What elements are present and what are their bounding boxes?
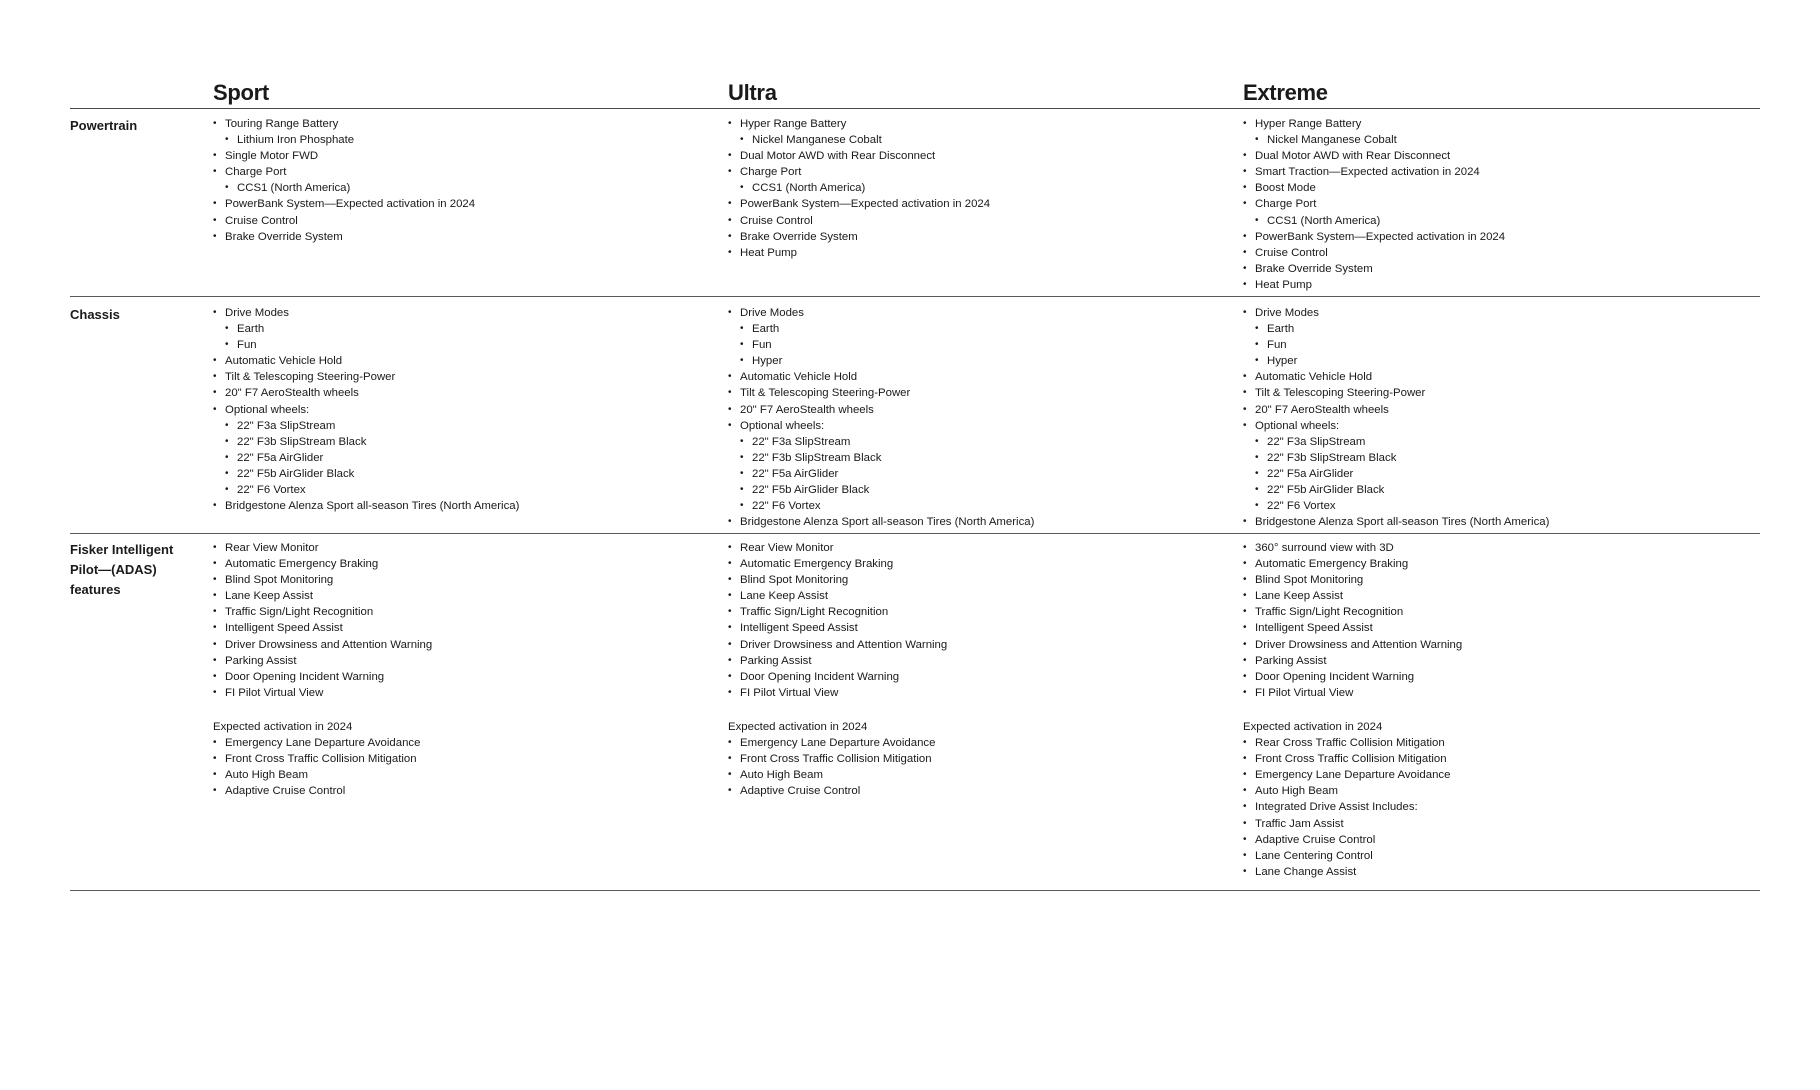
trim-title-ultra: Ultra	[728, 80, 777, 105]
feature-item: • Automatic Emergency Braking	[1243, 556, 1462, 572]
feature-item: • Parking Assist	[1243, 653, 1462, 669]
feature-item: • Heat Pump	[728, 245, 990, 261]
sub-feature-item: • CCS1 (North America)	[225, 180, 475, 196]
feature-list-ultra	[728, 305, 1034, 530]
sub-feature-item: • Nickel Manganese Cobalt	[740, 132, 990, 148]
spec-table	[70, 80, 1760, 891]
sub-feature-item: • 22" F6 Vortex	[740, 498, 1034, 514]
feature-item: • Hyper Range Battery	[1243, 116, 1505, 132]
feature-item: • Hyper Range Battery	[728, 116, 990, 132]
feature-item: • Automatic Vehicle Hold	[213, 353, 519, 369]
sub-feature-item: • Lithium Iron Phosphate	[225, 132, 475, 148]
sub-feature-item: • CCS1 (North America)	[1255, 213, 1505, 229]
feature-list-sport	[213, 540, 432, 799]
feature-item: • Integrated Drive Assist Includes:	[1243, 799, 1462, 815]
sub-feature-item: • 22" F6 Vortex	[1255, 498, 1549, 514]
feature-item: • Drive Modes	[1243, 305, 1549, 321]
section-label: Chassis	[70, 307, 120, 322]
feature-item: • Single Motor FWD	[213, 148, 475, 164]
feature-item: • Front Cross Traffic Collision Mitigation	[213, 751, 432, 767]
sub-feature-item: • 22" F3b SlipStream Black	[1255, 450, 1549, 466]
sub-feature-item: • 22" F3a SlipStream	[225, 418, 519, 434]
sub-feature-item: • 22" F5b AirGlider Black	[740, 482, 1034, 498]
feature-item: • Optional wheels:	[1243, 418, 1549, 434]
sub-feature-item: • 22" F5a AirGlider	[1255, 466, 1549, 482]
sub-feature-item: • Earth	[740, 321, 1034, 337]
feature-list-extreme	[1243, 540, 1462, 880]
feature-item: • Adaptive Cruise Control	[213, 783, 432, 799]
sub-feature-item: • 22" F3b SlipStream Black	[225, 434, 519, 450]
sub-feature-item: • 22" F5a AirGlider	[225, 450, 519, 466]
feature-item: • Cruise Control	[1243, 245, 1505, 261]
feature-item: • Parking Assist	[213, 653, 432, 669]
feature-item: • Parking Assist	[728, 653, 947, 669]
feature-item: • Tilt & Telescoping Steering-Power	[728, 385, 1034, 401]
feature-item: • Emergency Lane Departure Avoidance	[1243, 767, 1462, 783]
feature-item: • Traffic Jam Assist	[1243, 816, 1462, 832]
sub-feature-item: • 22" F3a SlipStream	[1255, 434, 1549, 450]
feature-item: • Drive Modes	[728, 305, 1034, 321]
sub-feature-item: • 22" F6 Vortex	[225, 482, 519, 498]
section-powertrain	[70, 109, 1760, 297]
sub-feature-item: • 22" F3b SlipStream Black	[740, 450, 1034, 466]
feature-item: • Automatic Vehicle Hold	[728, 369, 1034, 385]
feature-item: • Rear View Monitor	[213, 540, 432, 556]
feature-item: • Intelligent Speed Assist	[1243, 620, 1462, 636]
feature-item: • Drive Modes	[213, 305, 519, 321]
feature-item: • Door Opening Incident Warning	[213, 669, 432, 685]
feature-item: • Blind Spot Monitoring	[1243, 572, 1462, 588]
feature-item: • Auto High Beam	[728, 767, 947, 783]
list-spacer	[728, 701, 947, 719]
feature-item: • Optional wheels:	[213, 402, 519, 418]
feature-item: • Traffic Sign/Light Recognition	[213, 604, 432, 620]
feature-item: • 20" F7 AeroStealth wheels	[1243, 402, 1549, 418]
feature-list-extreme	[1243, 116, 1505, 293]
feature-item: • Brake Override System	[728, 229, 990, 245]
trim-header-row	[70, 80, 1760, 109]
section-adas	[70, 534, 1760, 891]
feature-item: • Bridgestone Alenza Sport all-season Tires (North America)	[1243, 514, 1549, 530]
sub-feature-item: • Earth	[225, 321, 519, 337]
feature-item: • Lane Change Assist	[1243, 864, 1462, 880]
feature-item: • Intelligent Speed Assist	[213, 620, 432, 636]
sub-feature-item: • 22" F3a SlipStream	[740, 434, 1034, 450]
feature-item: • PowerBank System—Expected activation in 2024	[213, 196, 475, 212]
feature-list-ultra	[728, 116, 990, 261]
section-label: Fisker Intelligent Pilot—(ADAS) features	[70, 542, 174, 597]
feature-item: • Tilt & Telescoping Steering-Power	[1243, 385, 1549, 401]
feature-item: • Brake Override System	[213, 229, 475, 245]
feature-item: • Driver Drowsiness and Attention Warning	[728, 637, 947, 653]
trim-title-extreme: Extreme	[1243, 80, 1328, 105]
feature-item: • Dual Motor AWD with Rear Disconnect	[1243, 148, 1505, 164]
feature-item: • Blind Spot Monitoring	[213, 572, 432, 588]
feature-item: • Boost Mode	[1243, 180, 1505, 196]
feature-item: • FI Pilot Virtual View	[728, 685, 947, 701]
feature-item: • Traffic Sign/Light Recognition	[728, 604, 947, 620]
feature-item: • Auto High Beam	[1243, 783, 1462, 799]
sub-feature-item: • CCS1 (North America)	[740, 180, 990, 196]
sub-feature-item: • 22" F5b AirGlider Black	[1255, 482, 1549, 498]
feature-item: • Lane Keep Assist	[728, 588, 947, 604]
feature-item: • Adaptive Cruise Control	[1243, 832, 1462, 848]
feature-item: • Brake Override System	[1243, 261, 1505, 277]
activation-note: Expected activation in 2024	[1243, 720, 1383, 733]
feature-item: • Lane Centering Control	[1243, 848, 1462, 864]
feature-item: • Rear Cross Traffic Collision Mitigation	[1243, 735, 1462, 751]
feature-item: • Automatic Emergency Braking	[728, 556, 947, 572]
feature-item: • Optional wheels:	[728, 418, 1034, 434]
feature-item: • Driver Drowsiness and Attention Warning	[213, 637, 432, 653]
list-spacer	[1243, 701, 1462, 719]
feature-item: • Dual Motor AWD with Rear Disconnect	[728, 148, 990, 164]
feature-item: • FI Pilot Virtual View	[1243, 685, 1462, 701]
feature-list-sport	[213, 305, 519, 514]
feature-item: • FI Pilot Virtual View	[213, 685, 432, 701]
feature-item: • Tilt & Telescoping Steering-Power	[213, 369, 519, 385]
feature-item: • Adaptive Cruise Control	[728, 783, 947, 799]
feature-item: • 20" F7 AeroStealth wheels	[728, 402, 1034, 418]
feature-item: • Driver Drowsiness and Attention Warning	[1243, 637, 1462, 653]
feature-item: • Cruise Control	[728, 213, 990, 229]
feature-item: • Automatic Vehicle Hold	[1243, 369, 1549, 385]
sub-feature-item: • Fun	[740, 337, 1034, 353]
feature-item: • PowerBank System—Expected activation in 2024	[728, 196, 990, 212]
list-spacer	[213, 701, 432, 719]
feature-item: • Lane Keep Assist	[1243, 588, 1462, 604]
feature-item: • Intelligent Speed Assist	[728, 620, 947, 636]
feature-item: • Automatic Emergency Braking	[213, 556, 432, 572]
feature-item: • Heat Pump	[1243, 277, 1505, 293]
section-label: Powertrain	[70, 118, 138, 133]
feature-item: • Cruise Control	[213, 213, 475, 229]
feature-list-extreme	[1243, 305, 1549, 530]
feature-item: • Bridgestone Alenza Sport all-season Tires (North America)	[728, 514, 1034, 530]
feature-item: • Front Cross Traffic Collision Mitigation	[1243, 751, 1462, 767]
feature-item: • PowerBank System—Expected activation in 2024	[1243, 229, 1505, 245]
trim-title-sport: Sport	[213, 80, 269, 105]
feature-item: • Touring Range Battery	[213, 116, 475, 132]
feature-list-ultra	[728, 540, 947, 799]
feature-item: • Charge Port	[728, 164, 990, 180]
activation-note: Expected activation in 2024	[213, 720, 353, 733]
feature-item: • Door Opening Incident Warning	[1243, 669, 1462, 685]
feature-item: • Emergency Lane Departure Avoidance	[728, 735, 947, 751]
feature-item: • Emergency Lane Departure Avoidance	[213, 735, 432, 751]
feature-item: • Front Cross Traffic Collision Mitigation	[728, 751, 947, 767]
sub-feature-item: • 22" F5a AirGlider	[740, 466, 1034, 482]
feature-list-sport	[213, 116, 475, 245]
feature-item: • Door Opening Incident Warning	[728, 669, 947, 685]
sub-feature-item: • Nickel Manganese Cobalt	[1255, 132, 1505, 148]
feature-item: • Lane Keep Assist	[213, 588, 432, 604]
feature-item: • Bridgestone Alenza Sport all-season Tires (North America)	[213, 498, 519, 514]
sub-feature-item: • 22" F5b AirGlider Black	[225, 466, 519, 482]
activation-note: Expected activation in 2024	[728, 720, 868, 733]
feature-item: • Charge Port	[213, 164, 475, 180]
sub-feature-item: • Hyper	[740, 353, 1034, 369]
feature-item: • Rear View Monitor	[728, 540, 947, 556]
feature-item: • Charge Port	[1243, 196, 1505, 212]
feature-item: • Auto High Beam	[213, 767, 432, 783]
feature-item: • Blind Spot Monitoring	[728, 572, 947, 588]
feature-item: • Traffic Sign/Light Recognition	[1243, 604, 1462, 620]
feature-item: • 20" F7 AeroStealth wheels	[213, 385, 519, 401]
sub-feature-item: • Fun	[1255, 337, 1549, 353]
section-chassis	[70, 297, 1760, 534]
feature-item: • Smart Traction—Expected activation in 2024	[1243, 164, 1505, 180]
sub-feature-item: • Earth	[1255, 321, 1549, 337]
feature-item: • 360° surround view with 3D	[1243, 540, 1462, 556]
sub-feature-item: • Hyper	[1255, 353, 1549, 369]
sub-feature-item: • Fun	[225, 337, 519, 353]
